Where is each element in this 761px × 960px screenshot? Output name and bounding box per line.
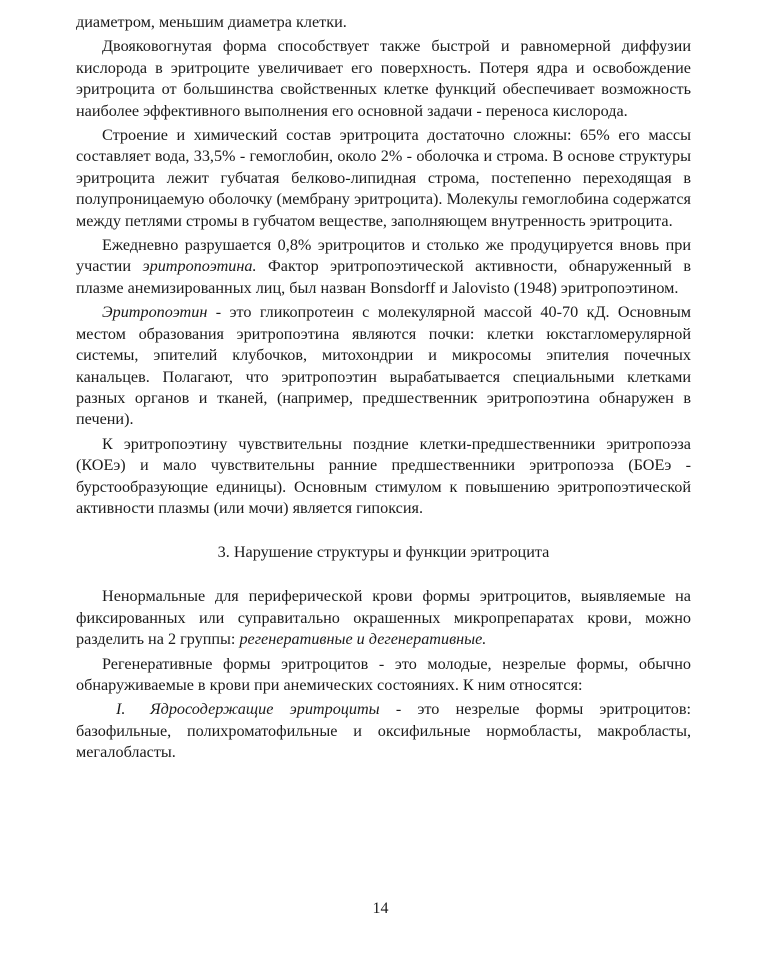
paragraph-abnormal-forms [76, 586, 691, 650]
paragraph-continuation [76, 12, 691, 33]
paragraph-text: - это гликопротеин с молекулярной массой 40-70 кД. Основным местом образования эритропоэтина являются почки: клетки юкстагломерулярной системы, эпителий клубочков, митохондрии и микросомы эпителия почечных канальцев. Полагают, что эритропоэтин вырабатывается специальными клетками разных органов и тканей, (например, предшественник эритропоэтина обнаружен в печени). [76, 303, 691, 429]
paragraph-regenerative-forms [76, 654, 691, 697]
paragraph-text: Ненормальные для периферической крови формы эритроцитов, выявляемые на фиксированных или суправитально окрашенных микропрепаратах крови, можно разделить на 2 группы: [76, 587, 691, 649]
paragraph-sensitivity [76, 434, 691, 520]
emphasis-term: регенеративные и дегенеративные. [239, 630, 487, 649]
paragraph-erythropoietin [76, 302, 691, 430]
paragraph-text: Регенеративные формы эритроцитов - это молодые, незрелые формы, обычно обнаруживаемые в крови при анемических состояниях. К ним относятся: [76, 654, 691, 694]
paragraph-text: Строение и химический состав эритроцита достаточно сложны: 65% его массы составляет вода, 33,5% - гемоглобин, около 2% - оболочка и строма. В основе структуры эритроцита лежит губчатая белково-липидная строма, постепенно переходящая в полупроницаемую оболочку (мембрану эритроцита). Молекулы гемоглобина содержатся между петлями стромы в губчатом веществе, заполняющем внутренность эритроцита. [76, 126, 691, 230]
list-number: I. [116, 700, 126, 719]
list-item [76, 699, 691, 763]
paragraph-text: Фактор эритропоэтической активности, обнаруженный в плазме анемизированных лиц, был назван Bonsdorff и Jalovisto (1948) эритропоэтином. [76, 257, 691, 297]
paragraph-text: диаметром, меньшим диаметра клетки. [76, 13, 347, 31]
paragraph-text: К эритропоэтину чувствительны поздние клетки-предшественники эритропоэза (КОЕэ) и мало чувствительны ранние предшественники эритропоэза (БОЕэ - бурстообразующие единицы). Основным стимулом к повышению эритропоэтической активности плазмы (или мочи) является гипоксия. [76, 434, 691, 517]
emphasis-term: Эритропоэтин [102, 303, 208, 322]
page-number: 14 [372, 900, 389, 917]
paragraph-composition [76, 125, 691, 232]
emphasis-term: эритропоэтина. [142, 257, 257, 276]
paragraph-text: - это незрелые формы эритроцитов: базофильные, полихроматофильные и оксифильные нормобласты, макробласты, мегалобласты. [76, 700, 691, 762]
section-heading: 3. Нарушение структуры и функции эритроцита [217, 543, 550, 562]
emphasis-term: Ядросодержащие эритроциты [150, 700, 380, 719]
paragraph-biconcave-shape [76, 36, 691, 122]
paragraph-text: Двояковогнутая форма способствует также быстрой и равномерной диффузии кислорода в эритроците увеличивает его поверхность. Потеря ядра и освобождение эритроцита от большинства свойственных клетке функций обеспечивает возможность наиболее эффективного выполнения его основной задачи - переноса кислорода. [76, 37, 691, 120]
paragraph-daily-destruction [76, 235, 691, 299]
paragraph-text: Ежедневно разрушается 0,8% эритроцитов и столько же продуцируется вновь при участии [76, 236, 691, 276]
